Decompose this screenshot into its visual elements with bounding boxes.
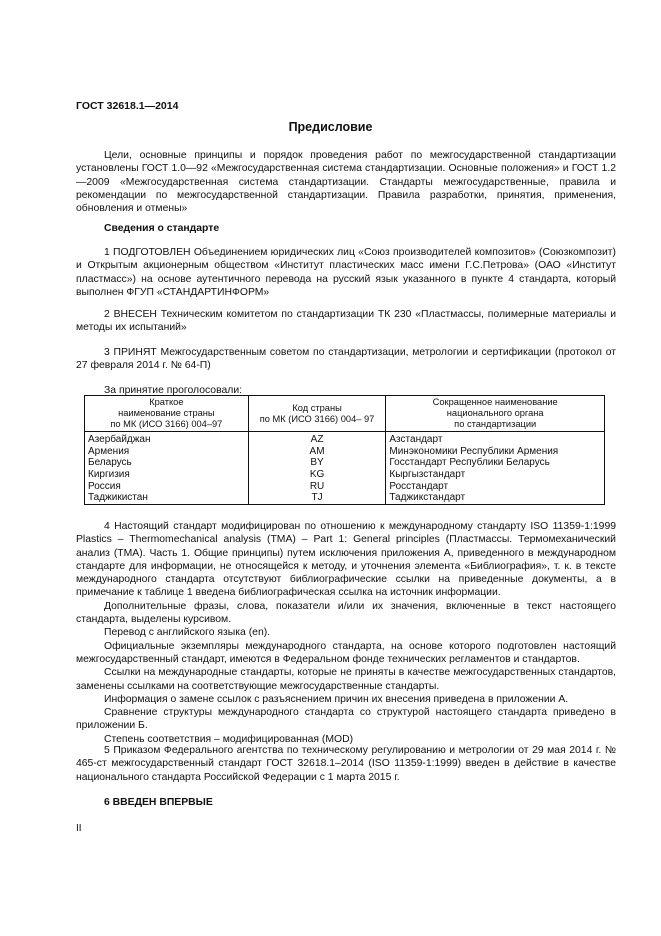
section-title: Сведения о стандарте [104,223,220,234]
vote-caption: За принятие проголосовали: [104,385,243,396]
table-header-body: Сокращенное наименование национального органа по стандартизации [386,396,605,432]
item-1-text: 1 ПОДГОТОВЛЕН Объединением юридических лиц «Союз производителей композитов» (Союзкомпозит) и Открытым акционерным обществом «Институт пластических масс имени Г.С.Петрова» (ОАО «Институт пластмасс») на основе аутентичного перевода на русский язык указанного в пункте 4 стандарта, который выполнен ФГУП «СТАНДАРТИНФОРМ» [76,247,616,298]
table-row [85,457,605,469]
item-4-text: Официальные экземпляры международного стандарта, на основе которого подготовлен настоящий межгосударственный стандарт, имеются в Федеральном фонде технических регламентов и стандартов. [76,640,616,665]
item-3 [76,346,616,373]
country-cell: Киргизия [85,469,249,481]
item-1 [76,246,616,299]
page-number: II [76,823,82,834]
item-4-text: Ссылки на международные стандарты, которые не приняты в качестве межгосударственных стандартов, заменены ссылками на соответствующие межгосударственные стандарты. [76,667,616,692]
page-title: Предисловие [288,120,373,134]
code-cell: AM [248,446,386,458]
country-cell: Беларусь [85,457,249,469]
intro-paragraph [76,149,616,215]
table-row [85,469,605,481]
body-cell: Минэкономики Республики Армения [386,446,605,458]
voting-table [84,395,605,505]
code-cell: KG [248,469,386,481]
item-2-text: 2 ВНЕСЕН Техническим комитетом по стандартизации ТК 230 «Пластмассы, полимерные материалы и методы их испытаний» [76,309,616,334]
standard-header: ГОСТ 32618.1—2014 [76,100,179,112]
item-4-text: Степень соответствия – модифицированная (MOD) [104,733,354,745]
item-4-text: Перевод с английского языка (en). [104,627,271,639]
code-cell: AZ [248,432,386,446]
code-cell: RU [248,480,386,492]
body-cell: Таджикстандарт [386,492,605,504]
table-row [85,492,605,504]
table-header-country: Краткое наименование страны по МК (ИСО 3166) 004–97 [85,396,249,432]
code-cell: BY [248,457,386,469]
item-5-text: 5 Приказом Федерального агентства по техническому регулированию и метрологии от 29 мая 2014 г. № 465-ст межгосударственный стандарт ГОСТ 32618.1–2014 (ISO 11359-1:1999) введен в действие в качестве национального стандарта Российской Федерации с 1 марта 2015 г. [76,745,616,783]
body-cell: Росстандарт [386,480,605,492]
country-cell: Армения [85,446,249,458]
item-4-text: Сравнение структуры международного стандарта со структурой настоящего стандарта приведено в приложении Б. [76,707,616,732]
body-cell: Азстандарт [386,432,605,446]
item-4-text: Дополнительные фразы, слова, показатели и/или их значения, включенные в текст настоящего стандарта, выделены курсивом. [76,600,616,626]
table-header-row [85,396,605,432]
item-6: 6 ВВЕДЕН ВПЕРВЫЕ [104,797,213,808]
table-row [85,446,605,458]
country-cell: Россия [85,480,249,492]
body-cell: Кыргызстандарт [386,469,605,481]
intro-text: Цели, основные принципы и порядок проведения работ по межгосударственной стандартизации установлены ГОСТ 1.0—92 «Межгосударственная система стандартизации. Основные положения» и ГОСТ 1.2—2009 «Межгосударственная система стандартизации. Стандарты межгосударственные, правила и рекомендации по межгосударственной стандартизации. Правила разработки, принятия, применения, обновления и отмены» [76,150,616,215]
item-5 [76,744,616,784]
item-4 [76,520,616,746]
item-2 [76,308,616,335]
table-header-code: Код страны по МК (ИСО 3166) 004– 97 [248,396,386,432]
item-3-text: 3 ПРИНЯТ Межгосударственным советом по стандартизации, метрологии и сертификации (протокол от 27 февраля 2014 г. № 64-П) [76,347,616,372]
code-cell: TJ [248,492,386,504]
item-4-text: 4 Настоящий стандарт модифицирован по отношению к международному стандарту ISO 11359-1:1999 Plastics – Thermomechanical analysis (TMA) – Part 1: General principles (Пластмассы. Термомеханический анализ (ТМА). Часть 1. Общие принципы) путем исключения приложения А, приведенного в международном стандарте для информации, не относящейся к методу, и уточнения элемента «Библиография», т. к. в тексте международного стандарта отсутствуют библиографические ссылки на приведенные документы, а в примечание к таблице 1 введена библиографическая ссылка на источник информации. [76,521,616,599]
table-row [85,480,605,492]
item-4-text: Информация о замене ссылок с разъяснением причин их внесения приведена в приложении А. [104,693,569,705]
body-cell: Госстандарт Республики Беларусь [386,457,605,469]
country-cell: Азербайджан [85,432,249,446]
country-cell: Таджикистан [85,492,249,504]
table-row [85,432,605,446]
